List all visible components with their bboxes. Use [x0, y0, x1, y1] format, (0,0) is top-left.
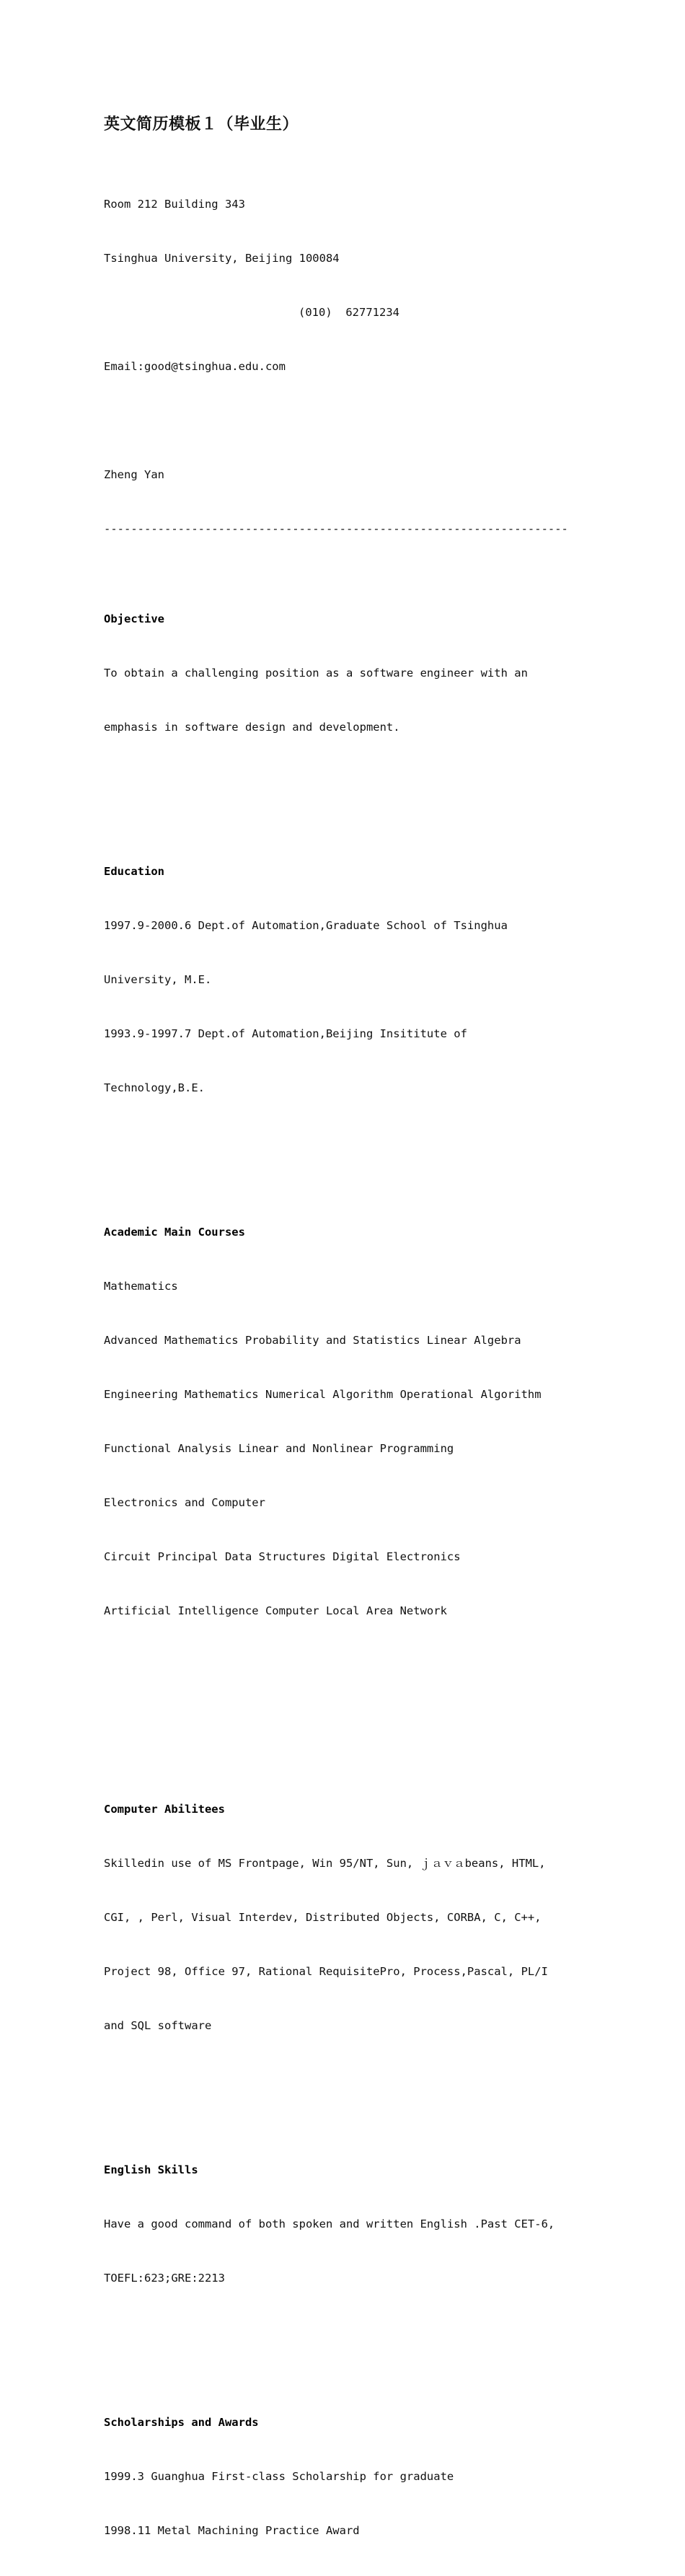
education-line: Technology,B.E. [104, 1081, 205, 1094]
spacer [104, 773, 609, 791]
english-section [104, 2125, 609, 2378]
education-line: 1997.9-2000.6 Dept.of Automation,Graduate School of Tsinghua [104, 919, 508, 932]
document-title: 英文简历模板１（毕业生） [104, 115, 299, 133]
education-line: University, M.E. [104, 973, 212, 986]
awards-heading: Scholarships and Awards [104, 2416, 259, 2429]
education-section [104, 827, 609, 1187]
computer-line: CGI, , Perl, Visual Interdev, Distributed Objects, CORBA, C, C++, [104, 1911, 542, 1924]
courses-line: Advanced Mathematics Probability and Statistics Linear Algebra [104, 1334, 521, 1347]
courses-line: Mathematics [104, 1280, 178, 1293]
courses-line: Electronics and Computer [104, 1496, 265, 1509]
spacer [104, 1133, 609, 1151]
computer-line: and SQL software [104, 2019, 212, 2032]
spacer [104, 1656, 609, 1674]
email-line: Email:good@tsinghua.edu.com [104, 360, 286, 373]
objective-heading: Objective [104, 612, 164, 625]
spacer [104, 412, 609, 430]
education-line: 1993.9-1997.7 Dept.of Automation,Beijing Insititute of [104, 1027, 467, 1040]
phone-number: (010) 62771234 [299, 306, 399, 319]
awards-line: 1999.3 Guanghua First-class Scholarship for graduate [104, 2470, 454, 2483]
awards-section [104, 2378, 609, 2576]
english-line: TOEFL:623;GRE:2213 [104, 2272, 225, 2285]
spacer [104, 2071, 609, 2089]
computer-line: Project 98, Office 97, Rational RequisitePro, Process,Pascal, PL/I [104, 1965, 548, 1978]
education-heading: Education [104, 865, 164, 878]
spacer [104, 1710, 609, 1728]
english-heading: English Skills [104, 2163, 198, 2176]
english-line: Have a good command of both spoken and written English .Past CET-6, [104, 2217, 555, 2230]
spacer [104, 2324, 609, 2342]
courses-section [104, 1187, 609, 1764]
resume-page [104, 112, 609, 2576]
courses-line: Functional Analysis Linear and Nonlinear Programming [104, 1442, 454, 1455]
computer-section [104, 1764, 609, 2125]
objective-line: To obtain a challenging position as a software engineer with an [104, 667, 528, 680]
person-name: Zheng Yan [104, 468, 164, 481]
courses-line: Artificial Intelligence Computer Local Area Network [104, 1604, 447, 1617]
address-line-2: Tsinghua University, Beijing 100084 [104, 252, 340, 265]
courses-line: Engineering Mathematics Numerical Algorithm Operational Algorithm [104, 1388, 542, 1401]
objective-section [104, 574, 609, 827]
courses-heading: Academic Main Courses [104, 1226, 245, 1239]
contact-block [104, 159, 609, 574]
objective-line: emphasis in software design and development. [104, 721, 400, 734]
computer-heading: Computer Abilitees [104, 1803, 225, 1816]
computer-line: Skilledin use of MS Frontpage, Win 95/NT, Sun, ｊａｖａbeans, HTML, [104, 1857, 546, 1870]
address-line-1: Room 212 Building 343 [104, 198, 245, 211]
divider-line: --------------------------------------------------------------------- [104, 522, 568, 535]
courses-line: Circuit Principal Data Structures Digital Electronics [104, 1550, 461, 1563]
awards-line: 1998.11 Metal Machining Practice Award [104, 2524, 360, 2537]
